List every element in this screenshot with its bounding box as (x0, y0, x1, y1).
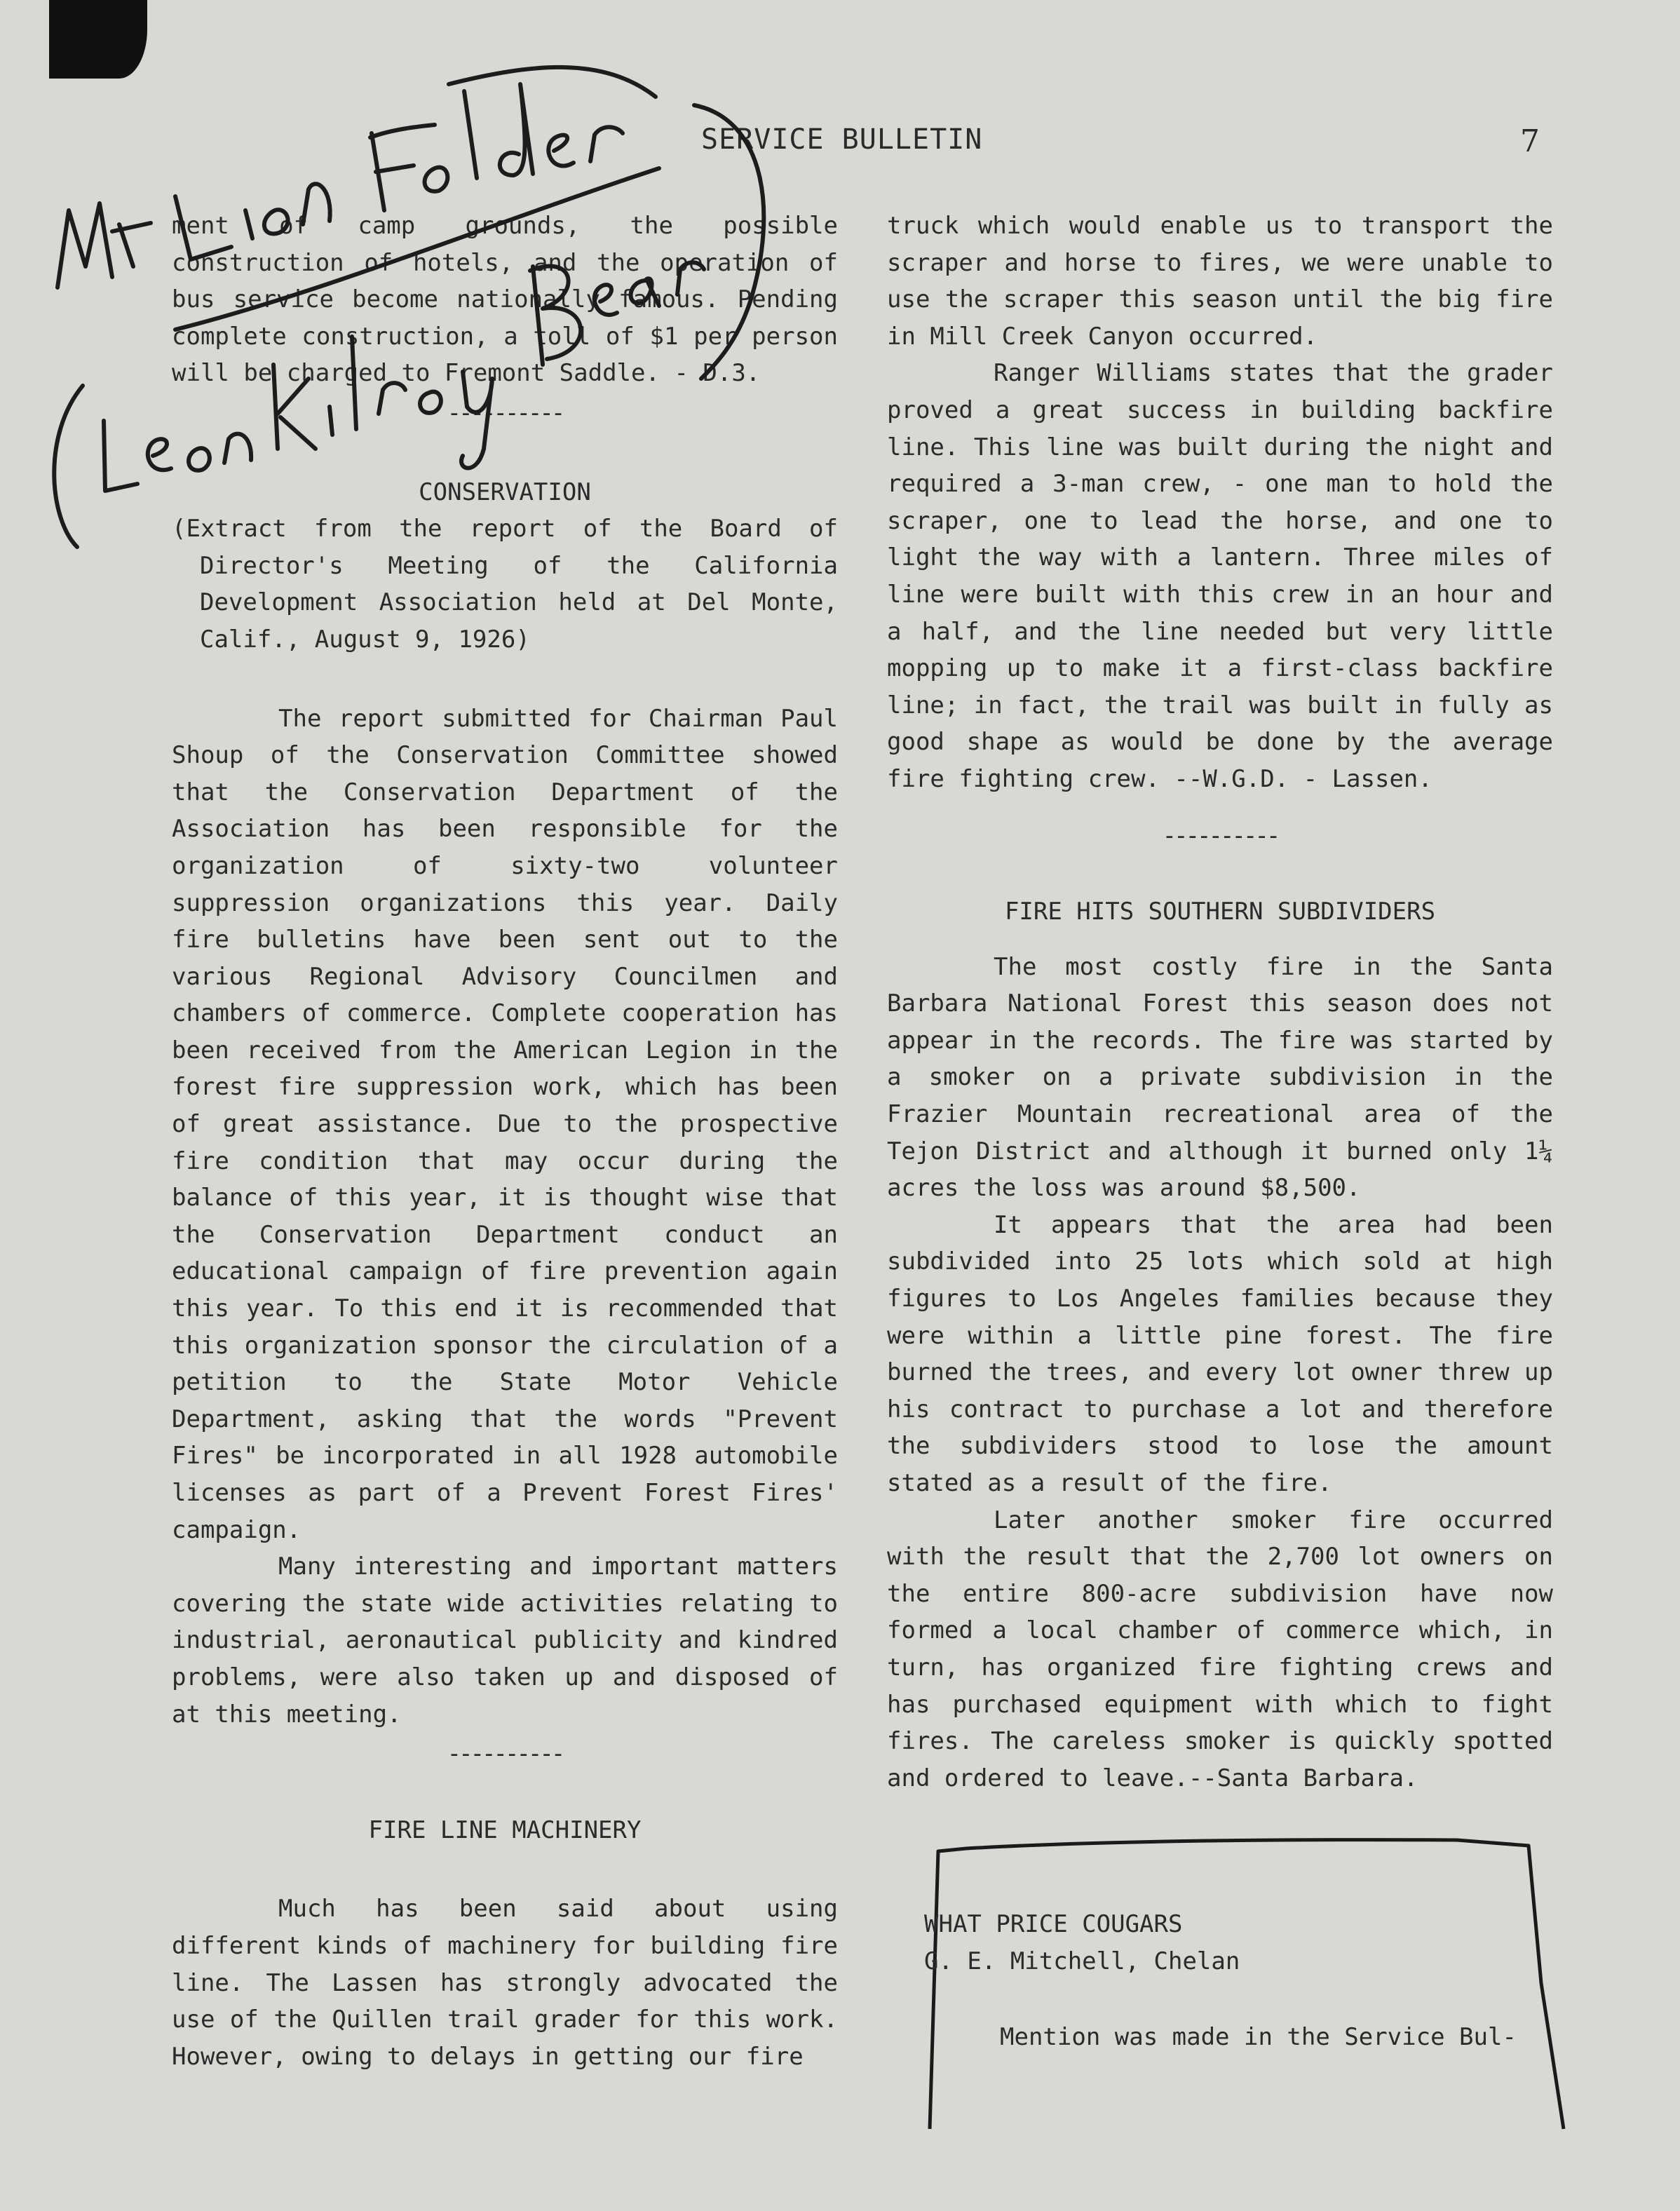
cougars-box-content (924, 1906, 1569, 2056)
section-divider: ---------- (1162, 821, 1278, 850)
handwritten-annotation (0, 0, 1680, 561)
fire-hits-paragraph-2: It appears that the area had been subdivided into 25 lots which sold at high figures to Los Angeles families because they were within a little pine forest. The fire burned the trees, and every lot owner threw up his contract to purchase a lot and therefore the subdividers stood to lose the amount stated as a result of the fire. (887, 1210, 1553, 1497)
section-divider: ---------- (447, 1740, 563, 1769)
cougars-title: WHAT PRICE COUGARS (924, 1910, 1183, 1938)
cougars-byline: G. E. Mitchell, Chelan (924, 1947, 1240, 1975)
machinery-paragraph-1: Much has been said about using different kinds of machinery for building fire line. The Lassen has strongly advocated the use of the Quillen trail grader for this work. However, owing to delays in getting our fire (172, 1895, 838, 2071)
machinery-paragraph-2: Ranger Williams states that the grader proved a great success in building backfire line. This line was built during the night and required a 3-man crew, - one man to hold the scraper, one to lead the horse, and one to light the way with a lantern. Three miles of line were built with this crew in an hour and a half, and the line needed but very little mopping up to make it a first-class backfire line; in fact, the trail was built in fully as good shape as would be done by the average fire fighting crew. --W.G.D. - Lassen. (887, 359, 1553, 793)
conservation-paragraph-1: The report submitted for Chairman Paul Shoup of the Conservation Committee showed that the Conservation Department of the Association has been responsible for the organization of sixty-two volunteer suppression organizations this year. Daily fire bulletins have been sent out to the various Regional Advisory Councilmen and chambers of commerce. Complete cooperation has been received from the American Legion in the forest fire suppression work, which has been of great assistance. Due to the prospective fire condition that may occur during the balance of this year, it is thought wise that the Conservation Department conduct an educational campaign of fire prevention again this year. To this end it is recommended that this organization sponsor the circulation of a petition to the State Motor Vehicle Department, asking that the words "Prevent Fires" be incorporated in all 1928 automobile licenses as part of a Prevent Forest Fires' campaign. (172, 704, 838, 1544)
conservation-paragraph-2: Many interesting and important matters covering the state wide activities relating to industrial, aeronautical publicity and kindred problems, were also taken up and disposed of at this meeting. (172, 1553, 838, 1729)
page-number: 7 (1520, 123, 1540, 159)
continued-paragraph: truck which would enable us to transport the scraper and horse to fires, we were unable to use the scraper this season until the big fire in Mill Creek Canyon occurred. (887, 212, 1553, 351)
section-divider: ---------- (447, 398, 563, 427)
section-heading-fire-hits: FIRE HITS SOUTHERN SUBDIVIDERS (1004, 898, 1436, 926)
section-heading-fire-line-machinery: FIRE LINE MACHINERY (368, 1816, 642, 1844)
section-heading-conservation: CONSERVATION (419, 478, 591, 506)
continued-paragraph: ment of camp grounds, the possible construction of hotels, and the operation of bus service become nationally famous. Pending complete construction, a toll of $1 per person will be charged to Fremont Saddle. - D.3. (172, 212, 838, 388)
cougars-paragraph-1: Mention was made in the Service Bul- (1000, 2023, 1517, 2052)
cougars-article-box (924, 1836, 1569, 2130)
conservation-extract-note: (Extract from the report of the Board of Director's Meeting of the California Development Association held at Del Monte, Calif., August 9, 1926) (172, 515, 838, 654)
running-header: SERVICE BULLETIN (701, 123, 983, 156)
fire-hits-paragraph-3: Later another smoker fire occurred with the result that the 2,700 lot owners on the entire 800-acre subdivision have now formed a local chamber of commerce which, in turn, has organized fire fighting crews and has purchased equipment with which to fight fires. The careless smoker is quickly spotted and ordered to leave.--Santa Barbara. (887, 1506, 1553, 1792)
fire-hits-paragraph-1: The most costly fire in the Santa Barbara National Forest this season does not appear in the records. The fire was started by a smoker on a private subdivision in the Frazier Mountain recreational area of the Tejon District and although it burned only 1¼ acres the loss was around $8,500. (887, 952, 1553, 1203)
